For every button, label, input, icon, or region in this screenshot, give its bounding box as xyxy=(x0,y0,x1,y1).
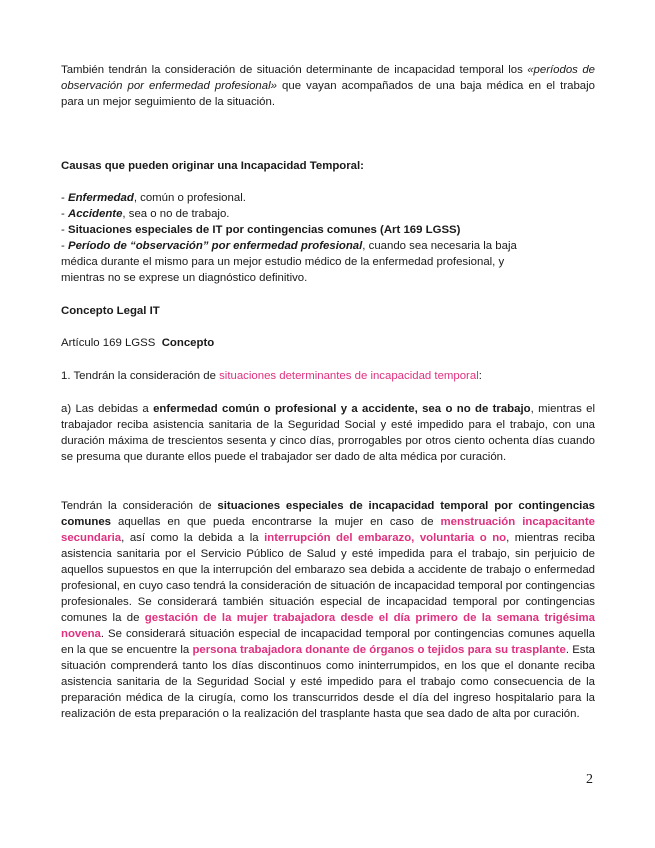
cause-item-situaciones-especiales xyxy=(61,222,531,238)
concept-heading: Concepto Legal IT xyxy=(61,305,160,317)
special-text: aquellas en que pueda encontrarse la mujer en caso de xyxy=(111,516,441,528)
cause-term: Enfermedad xyxy=(67,192,134,204)
intro-paragraph xyxy=(61,62,595,110)
list-dash: - xyxy=(61,192,68,204)
intro-text: También tendrán la consideración de situación determinante de incapacidad temporal los xyxy=(61,64,528,76)
special-situations-paragraph xyxy=(61,498,595,722)
cause-term: Accidente xyxy=(67,208,123,220)
list-dash: - xyxy=(61,224,68,236)
cause-item-accidente xyxy=(61,206,531,222)
causes-heading: Causas que pueden originar una Incapacidad Temporal: xyxy=(61,160,364,172)
special-text: . Se considerará situación especial de incapacidad temporal por contingencias comunes aquella en la que se encuentre la xyxy=(61,628,595,656)
highlight-donante: persona trabajadora donante de órganos o tejidos para su trasplante xyxy=(192,644,566,656)
article-ref: Artículo 169 LGSS xyxy=(61,337,156,349)
point-1-text: 1. Tendrán la consideración de xyxy=(61,370,220,382)
special-text: , mientras reciba asistencia sanitaria por el Servicio Público de Salud y esté impedida para el trabajo, sin perjuicio de aquellos supuestos en que la interrupción del embarazo sea debida a accidente de trabajo o enfermedad profesional, en cuyo caso tendrá la consideración de situación de incapacidad temporal por contingencias profesionales. Se considerará también situación especial de incapacidad temporal por contingencias comunes la de xyxy=(61,532,595,624)
highlight-menstruacion: menstruación incapacitante secundaria xyxy=(61,516,596,544)
highlight-gestacion: gestación de la mujer trabajadora desde el día primero de la semana trigésima novena xyxy=(61,612,596,640)
page-number: 2 xyxy=(586,772,593,787)
list-dash: - xyxy=(61,240,68,252)
special-text: Tendrán la consideración de xyxy=(61,500,218,512)
list-dash: - xyxy=(61,208,68,220)
special-bold: situaciones especiales de incapacidad temporal por contingencias comunes xyxy=(61,500,595,528)
intro-text-end: que vayan acompañados de una baja médica en el trabajo para un mejor seguimiento de la situación. xyxy=(61,80,595,108)
cause-term: Situaciones especiales de IT por contingencias comunes (Art 169 LGSS) xyxy=(67,224,461,236)
special-text: . Esta situación comprenderá tanto los días discontinuos como ininterrumpidos, en los que el donante reciba asistencia sanitaria de la Seguridad Social y esté impedido para el trabajo como consecuencia de la preparación médica de la cirugía, como los transcurridos desde el día del ingreso hospitalario para la realización de esta preparación o la realización del trasplante hasta que sea dado de alta por curación. xyxy=(61,644,595,720)
point-a-text-end: , mientras el trabajador reciba asistencia sanitaria de la Seguridad Social y esté impedido para el trabajo, con una duración máxima de trescientos sesenta y cinco días, prorrogables por otros ciento ochenta días cuando se presuma que durante ellos puede el trabajador ser dado de alta médica por curación. xyxy=(61,403,595,463)
point-a-paragraph xyxy=(61,401,595,465)
highlight-interrupcion-embarazo: interrupción del embarazo, voluntaria o no xyxy=(264,532,507,544)
cause-term: Período de “observación” por enfermedad profesional xyxy=(67,240,363,252)
cause-rest: , sea o no de trabajo. xyxy=(122,208,230,220)
point-a-text: a) Las debidas a xyxy=(61,403,154,415)
point-1-colon: : xyxy=(478,370,482,382)
point-1-highlight: situaciones determinantes de incapacidad temporal xyxy=(219,370,479,382)
intro-italic-term: «períodos de observación por enfermedad profesional» xyxy=(61,64,595,92)
article-title: Concepto xyxy=(161,337,215,349)
causes-list xyxy=(61,190,531,286)
cause-rest: , común o profesional. xyxy=(133,192,246,204)
article-line xyxy=(61,335,595,351)
point-a-bold: enfermedad común o profesional y a accidente, sea o no de trabajo xyxy=(153,403,531,415)
cause-item-enfermedad xyxy=(61,190,531,206)
cause-item-periodo-observacion xyxy=(61,238,531,286)
point-1 xyxy=(61,368,595,384)
cause-rest: , cuando sea necesaria la baja médica durante el mismo para un mejor estudio médico de la enfermedad profesional, y mientras no se exprese un diagnóstico definitivo. xyxy=(61,240,517,284)
special-text: , así como la debida a la xyxy=(121,532,265,544)
